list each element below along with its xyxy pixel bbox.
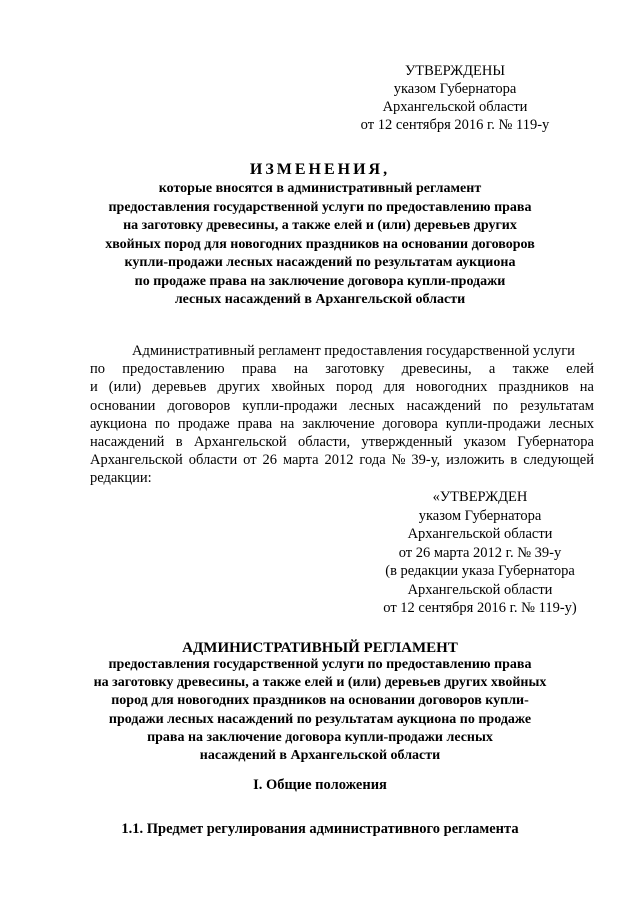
body-word: хвойных	[271, 379, 325, 396]
body-line	[90, 378, 594, 396]
body-word: купли-продажи	[242, 397, 338, 414]
body-word: заготовку	[325, 361, 385, 378]
body-word: указом	[463, 434, 506, 451]
body-word: и	[90, 379, 98, 396]
body-word: предоставлению	[122, 361, 225, 378]
body-word: №	[391, 452, 406, 469]
changes-subtitle-line: хвойных пород для новогодних праздников на основании договоров	[105, 236, 535, 252]
approved-line: Архангельской области	[407, 526, 553, 542]
changes-subtitle-line: предоставления государственной услуги по предоставлению права	[108, 199, 532, 215]
body-word: насаждений	[406, 397, 482, 414]
body-word: пород	[336, 379, 373, 396]
body-word: елей	[566, 361, 594, 378]
body-word: на	[280, 415, 295, 432]
approved-line: Архангельской области	[407, 581, 553, 598]
changes-subtitle	[80, 180, 560, 310]
approved-line: от 26 марта 2012 г. № 39-у	[398, 544, 562, 561]
body-word: по	[90, 361, 106, 378]
body-word: от	[243, 452, 257, 469]
body-word: Административный регламент предоставления государственной услуги	[132, 343, 575, 359]
body-word: для	[383, 379, 405, 396]
body-word: по	[493, 397, 509, 414]
body-word: Архангельской	[193, 434, 287, 451]
changes-subtitle-line: по продаже права на заключение договора купли-продажи	[134, 273, 506, 289]
body-word: купли-продажи	[445, 415, 541, 432]
body-line	[90, 342, 594, 360]
body-word: лесных	[548, 415, 594, 432]
body-word: права	[241, 361, 277, 378]
approved-line: от 12 сентября 2016 г. № 119-у)	[383, 600, 577, 616]
body-line	[90, 415, 594, 433]
body-word: договора	[382, 415, 438, 432]
body-line	[90, 451, 594, 469]
changes-title: ИЗМЕНЕНИЯ,	[249, 161, 391, 178]
body-word: изложить	[446, 452, 505, 469]
body-line	[90, 360, 594, 378]
regulation-subtitle-line: права на заключение договора купли-продажи лесных	[147, 729, 493, 745]
body-word: области,	[297, 434, 351, 451]
approval-line: указом Губернатора	[393, 81, 517, 97]
body-word: лесных	[349, 397, 395, 414]
approval-line: Архангельской области	[382, 99, 528, 115]
approved-line: «УТВЕРЖДЕН	[432, 489, 528, 505]
body-word: насаждений	[90, 434, 165, 451]
changes-subtitle-line: на заготовку древесины, а также елей и (или) деревьев других	[123, 218, 517, 233]
approval-line: от 12 сентября 2016 г. № 119-у	[360, 117, 550, 133]
section-title: I. Общие положения	[253, 777, 387, 793]
body-word: в	[175, 434, 183, 451]
body-word: других	[217, 379, 261, 396]
approved-block	[360, 488, 600, 618]
body-word: года	[359, 452, 386, 469]
body-word: древесины,	[401, 361, 472, 378]
body-word: права	[237, 415, 273, 432]
body-word: 39-у,	[411, 452, 441, 469]
regulation-subtitle-line: продажи лесных насаждений по результатам аукциона по продаже	[108, 711, 532, 727]
body-line	[90, 469, 594, 487]
body-word: а	[488, 361, 496, 378]
body-word: на	[293, 361, 308, 378]
body-word: утвержденный	[361, 434, 453, 451]
body-word: по	[154, 415, 170, 432]
subsection-title: 1.1. Предмет регулирования административного регламента	[121, 821, 519, 837]
body-word: также	[512, 361, 549, 378]
body-word: на	[579, 379, 594, 396]
changes-subtitle-line: купли-продажи лесных насаждений по результатам аукциона	[124, 255, 516, 270]
body-word: заключение	[302, 415, 375, 432]
regulation-subtitle-line: предоставления государственной услуги по предоставлению права	[108, 657, 532, 672]
body-word: следующей	[523, 452, 594, 469]
body-word: (или)	[108, 379, 142, 396]
regulation-subtitle-line: пород для новогодних праздников на основании договоров купли-	[111, 693, 529, 709]
body-word: новогодних	[415, 379, 488, 396]
body-word: области	[188, 452, 238, 469]
regulation-subtitle	[80, 656, 560, 765]
body-word: праздников	[498, 379, 569, 396]
body-word: продаже	[177, 415, 230, 432]
body-line	[90, 433, 594, 451]
regulation-subtitle-line: на заготовку древесины, а также елей и (или) деревьев других хвойных	[93, 675, 547, 691]
body-word: 2012	[324, 452, 354, 469]
body-word: основании	[90, 397, 156, 414]
body-word: деревьев	[152, 379, 207, 396]
body-word: аукциона	[90, 415, 147, 432]
approval-line: УТВЕРЖДЕНЫ	[404, 63, 506, 79]
body-word: Архангельской	[90, 452, 183, 469]
body-word: результатам	[520, 397, 594, 414]
regulation-subtitle-line: насаждений в Архангельской области	[199, 748, 441, 764]
body-word: редакции:	[90, 470, 152, 487]
regulation-title: АДМИНИСТРАТИВНЫЙ РЕГЛАМЕНТ	[182, 640, 458, 656]
body-word: Губернатора	[517, 434, 594, 451]
body-word: договоров	[167, 397, 231, 414]
approved-line: (в редакции указа Губернатора	[385, 563, 575, 579]
approval-block	[360, 62, 550, 134]
approved-line: указом Губернатора	[418, 507, 542, 524]
body-word: марта	[282, 452, 319, 469]
body-word: 26	[262, 452, 278, 469]
changes-subtitle-line: которые вносятся в административный регламент	[158, 181, 482, 196]
body-word: в	[510, 452, 518, 469]
changes-subtitle-line: лесных насаждений в Архангельской области	[174, 292, 466, 307]
body-paragraph	[90, 342, 594, 488]
body-line	[90, 397, 594, 415]
